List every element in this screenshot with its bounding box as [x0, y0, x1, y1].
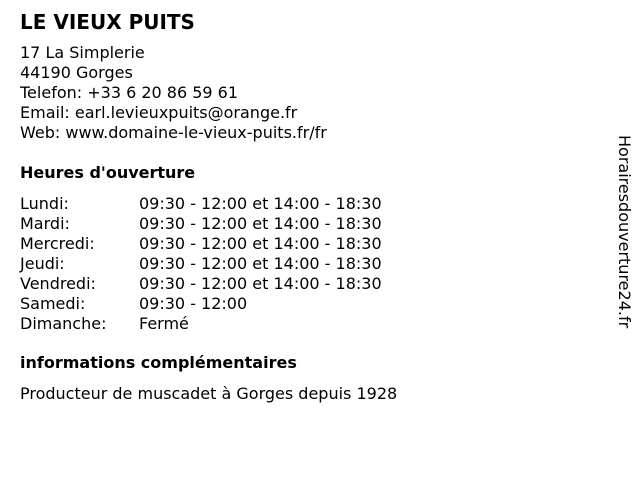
hours-row-sunday [20, 314, 480, 334]
day-label: Dimanche: [20, 314, 107, 333]
address-street: 17 La Simplerie [20, 43, 145, 62]
day-label: Mardi: [20, 214, 70, 233]
business-description: Producteur de muscadet à Gorges depuis 1928 [20, 384, 398, 403]
hours-row-wednesday [20, 234, 480, 254]
additional-info-heading: informations complémentaires [20, 353, 297, 372]
hours-row-saturday [20, 294, 480, 314]
time-value: 09:30 - 12:00 [139, 294, 248, 313]
business-name: LE VIEUX PUITS [20, 10, 195, 34]
phone-number: Telefon: +33 6 20 86 59 61 [20, 83, 239, 102]
opening-hours-heading: Heures d'ouverture [20, 163, 196, 182]
day-label: Vendredi: [20, 274, 96, 293]
time-value: 09:30 - 12:00 et 14:00 - 18:30 [139, 234, 382, 253]
hours-row-friday [20, 274, 480, 294]
email-address: Email: earl.levieuxpuits@orange.fr [20, 103, 298, 122]
time-value: 09:30 - 12:00 et 14:00 - 18:30 [139, 214, 382, 233]
opening-hours-table [20, 194, 480, 334]
website-address: Web: www.domaine-le-vieux-puits.fr/fr [20, 123, 327, 142]
day-label: Jeudi: [20, 254, 65, 273]
day-label: Samedi: [20, 294, 86, 313]
time-value: 09:30 - 12:00 et 14:00 - 18:30 [139, 274, 382, 293]
day-label: Mercredi: [20, 234, 95, 253]
address-city: 44190 Gorges [20, 63, 133, 82]
hours-row-monday [20, 194, 480, 214]
hours-row-tuesday [20, 214, 480, 234]
time-value: 09:30 - 12:00 et 14:00 - 18:30 [139, 254, 382, 273]
time-value: Fermé [139, 314, 189, 333]
contact-block [20, 43, 327, 143]
day-label: Lundi: [20, 194, 69, 213]
site-brand-vertical: Horairesdouverture24.fr [615, 135, 634, 329]
hours-row-thursday [20, 254, 480, 274]
time-value: 09:30 - 12:00 et 14:00 - 18:30 [139, 194, 382, 213]
